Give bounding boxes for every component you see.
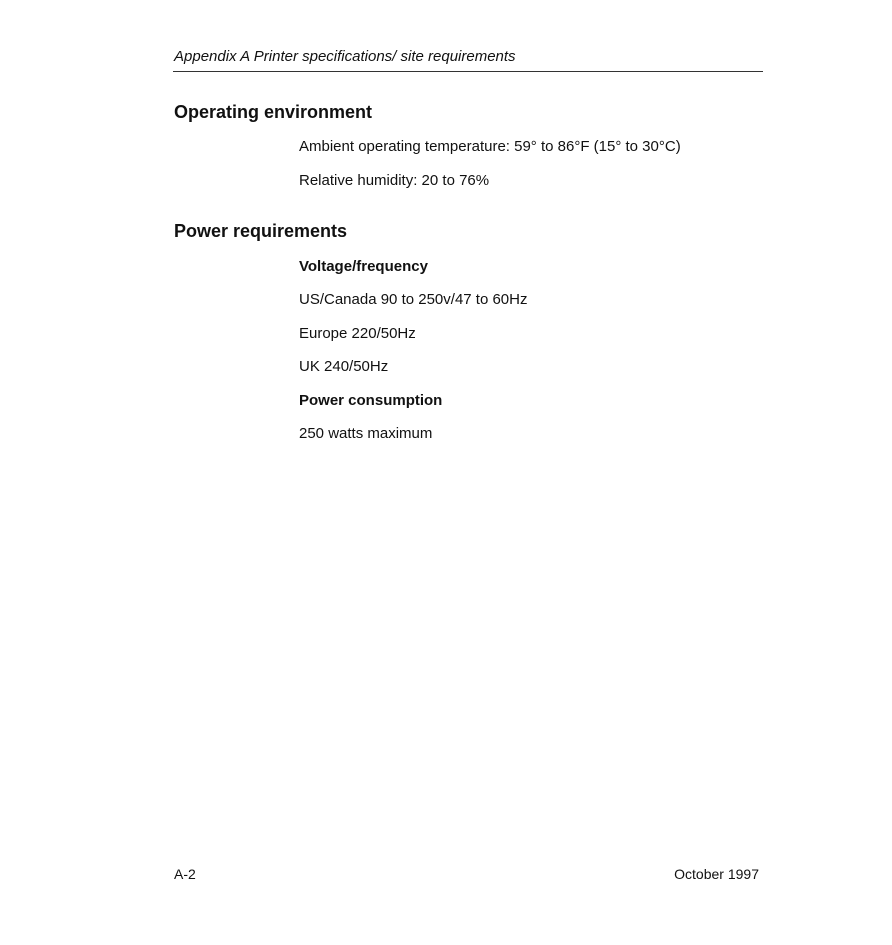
europe-voltage: Europe 220/50Hz — [299, 325, 416, 342]
power-consumption-subheading: Power consumption — [299, 392, 443, 409]
power-requirements-heading: Power requirements — [174, 221, 348, 241]
page-number: A-2 — [174, 866, 196, 882]
power-consumption-value: 250 watts maximum — [299, 425, 433, 442]
voltage-frequency-subheading: Voltage/frequency — [299, 258, 428, 275]
humidity-spec: Relative humidity: 20 to 76% — [299, 172, 490, 189]
footer-date: October 1997 — [674, 866, 759, 882]
running-header — [173, 48, 763, 72]
operating-environment-heading: Operating environment — [174, 102, 373, 122]
us-canada-voltage: US/Canada 90 to 250v/47 to 60Hz — [299, 291, 528, 308]
uk-voltage: UK 240/50Hz — [299, 358, 389, 375]
temperature-spec: Ambient operating temperature: 59° to 86°F (15° to 30°C) — [299, 138, 681, 155]
running-header-title: Appendix A Printer specifications/ site requirements — [174, 48, 516, 65]
